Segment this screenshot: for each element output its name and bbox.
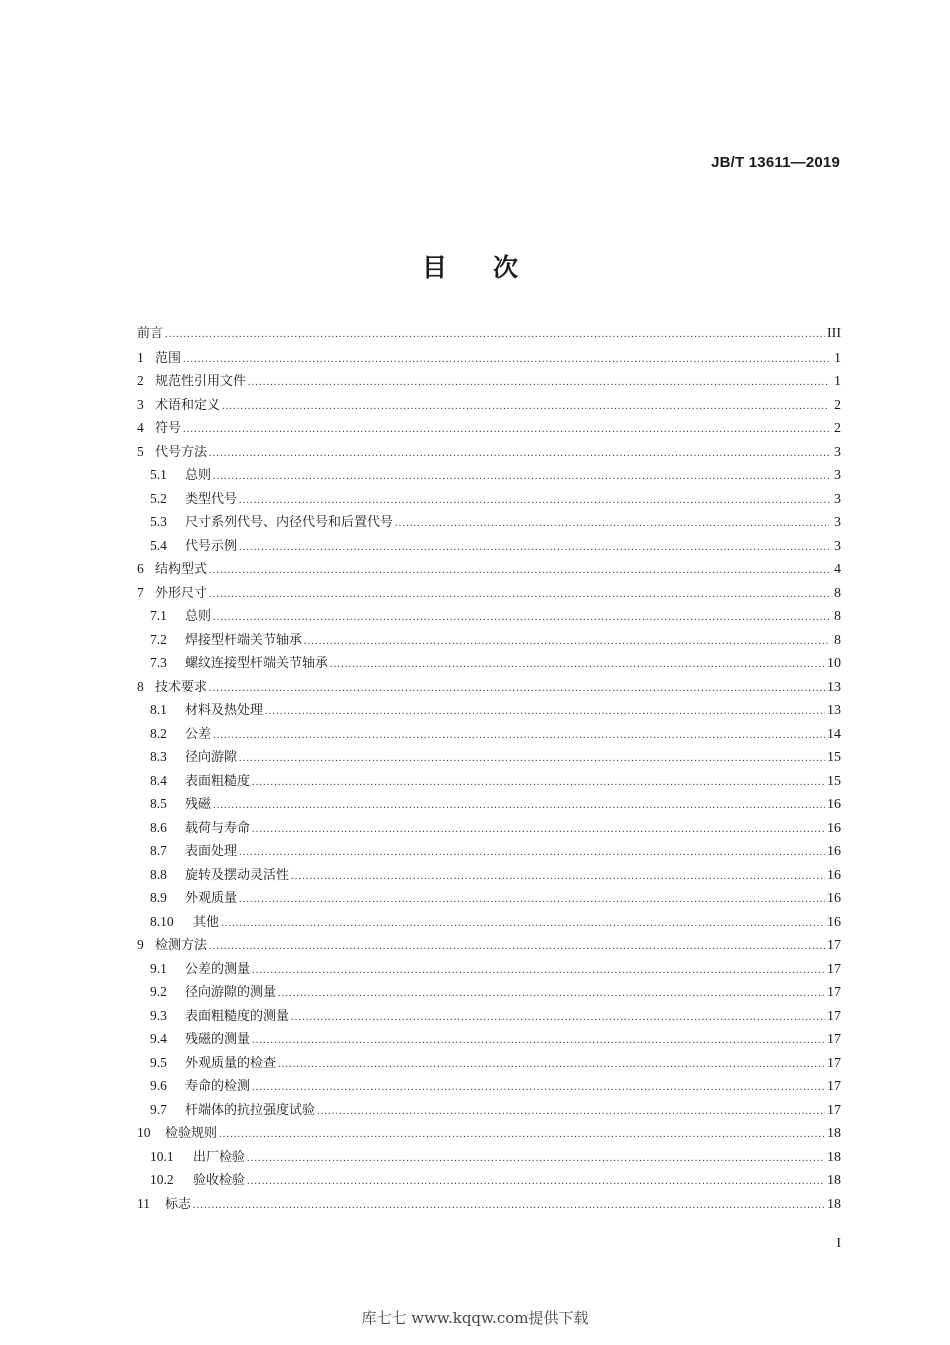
toc-leader-dots (252, 1076, 825, 1100)
toc-entry-page: 18 (827, 1126, 841, 1141)
toc-entry[interactable] (137, 722, 841, 746)
toc-entry-label: 杆端体的抗拉强度试验 (185, 1102, 316, 1118)
toc-leader-dots (209, 677, 825, 701)
toc-leader-dots (317, 1100, 825, 1124)
toc-entry-number: 9.7 (150, 1101, 167, 1117)
toc-entry-label: 表面粗糙度的测量 (185, 1008, 290, 1024)
toc-entry-label: 旋转及摆动灵活性 (185, 867, 290, 883)
toc-leader-dots (209, 559, 829, 583)
toc-entry-number: 8.7 (150, 843, 167, 858)
toc-entry-number: 9.2 (150, 984, 167, 999)
toc-entry-label: 标志 (165, 1196, 192, 1212)
toc-entry[interactable] (137, 910, 841, 934)
toc-leader-dots (209, 583, 829, 607)
toc-entry[interactable] (137, 1145, 841, 1169)
toc-entry[interactable] (137, 792, 841, 816)
table-of-contents (137, 322, 841, 1215)
toc-leader-dots (252, 818, 825, 842)
toc-entry-number: 9.4 (150, 1031, 167, 1046)
toc-entry-label: 技术要求 (155, 679, 208, 695)
toc-entry-label: 残磁的测量 (185, 1032, 251, 1047)
toc-entry-page: 17 (827, 1055, 841, 1071)
toc-entry-number: 6 (137, 561, 144, 576)
toc-entry[interactable] (137, 1074, 841, 1098)
toc-entry-page: 3 (834, 538, 841, 554)
toc-entry-number: 8.3 (150, 749, 167, 764)
toc-entry-number: 1 (137, 349, 144, 365)
toc-entry-label: 总则 (185, 609, 212, 624)
toc-leader-dots (165, 323, 825, 347)
toc-entry-page: 18 (827, 1149, 841, 1165)
toc-leader-dots (304, 630, 829, 654)
toc-leader-dots (213, 606, 829, 630)
toc-entry-label: 前言 (137, 326, 164, 341)
toc-entry-number: 9.1 (150, 960, 167, 976)
toc-entry[interactable] (137, 651, 841, 675)
toc-entry-label: 外观质量 (185, 891, 238, 906)
toc-entry-number: 8.5 (150, 796, 167, 811)
toc-leader-dots (252, 1029, 825, 1053)
toc-entry[interactable] (137, 816, 841, 840)
toc-entry-page: 13 (827, 679, 841, 695)
toc-entry-label: 表面粗糙度 (185, 773, 251, 789)
toc-entry-number: 8.8 (150, 866, 167, 882)
toc-entry-label: 符号 (155, 421, 182, 436)
toc-entry-page: 10 (827, 656, 841, 671)
toc-entry-page: 2 (834, 397, 841, 413)
toc-entry-page: 1 (834, 374, 841, 389)
toc-entry-page: 17 (827, 938, 841, 953)
toc-entry-page: 17 (827, 985, 841, 1000)
toc-entry-number: 7 (137, 584, 144, 600)
toc-entry-label: 类型代号 (185, 491, 238, 507)
toc-entry-label: 螺纹连接型杆端关节轴承 (185, 656, 329, 671)
toc-entry-number: 8.9 (150, 890, 167, 905)
toc-entry-number: 9 (137, 937, 144, 952)
standard-code: JB/T 13611—2019 (711, 154, 840, 171)
toc-leader-dots (221, 912, 825, 936)
toc-entry-label: 验收检验 (193, 1173, 246, 1188)
toc-leader-dots (183, 418, 829, 442)
toc-entry-page: 14 (827, 726, 841, 742)
toc-entry-page: 15 (827, 773, 841, 789)
toc-entry-label: 残磁 (185, 797, 212, 812)
toc-entry-page: 16 (827, 820, 841, 836)
toc-entry[interactable] (137, 346, 841, 370)
toc-entry-label: 术语和定义 (155, 397, 221, 413)
toc-entry[interactable] (137, 322, 841, 346)
toc-entry-page: 13 (827, 703, 841, 718)
toc-entry-label: 出厂检验 (193, 1149, 246, 1165)
toc-entry-number: 10.1 (150, 1148, 174, 1164)
toc-entry-number: 8.4 (150, 772, 167, 788)
toc-entry-label: 尺寸系列代号、内径代号和后置代号 (185, 515, 394, 530)
toc-entry[interactable] (137, 581, 841, 605)
toc-entry-page: 3 (834, 468, 841, 483)
toc-entry-number: 9.3 (150, 1007, 167, 1023)
toc-entry-page: 8 (834, 609, 841, 624)
toc-leader-dots (248, 371, 829, 395)
toc-entry-label: 其他 (193, 914, 220, 930)
toc-entry-label: 寿命的检测 (185, 1079, 251, 1094)
toc-entry-page: 16 (827, 891, 841, 906)
toc-leader-dots (247, 1170, 825, 1194)
toc-entry-number: 7.1 (150, 608, 167, 623)
toc-entry-number: 9.5 (150, 1054, 167, 1070)
toc-entry-page: 17 (827, 1008, 841, 1024)
toc-entry[interactable] (137, 1004, 841, 1028)
toc-entry[interactable] (137, 369, 841, 393)
toc-entry-number: 8.1 (150, 702, 167, 717)
toc-entry[interactable] (137, 1192, 841, 1216)
toc-entry-page: 3 (834, 515, 841, 530)
toc-entry-label: 表面处理 (185, 844, 238, 859)
toc-entry-label: 范围 (155, 350, 182, 366)
toc-entry[interactable] (137, 769, 841, 793)
toc-entry-number: 4 (137, 420, 144, 435)
toc-entry-number: 5.2 (150, 490, 167, 506)
toc-entry[interactable] (137, 604, 841, 628)
toc-entry-label: 径向游隙的测量 (185, 985, 277, 1000)
toc-leader-dots (247, 1147, 825, 1171)
toc-leader-dots (183, 348, 829, 372)
toc-entry[interactable] (137, 510, 841, 534)
page-title: 目次 (421, 253, 564, 282)
toc-leader-dots (278, 1053, 825, 1077)
toc-entry-label: 规范性引用文件 (155, 374, 247, 389)
toc-entry-number: 8.10 (150, 913, 174, 929)
toc-entry-number: 2 (137, 373, 144, 388)
toc-entry-page: 3 (834, 491, 841, 507)
toc-entry-label: 代号示例 (185, 538, 238, 554)
toc-entry[interactable] (137, 1098, 841, 1122)
toc-entry-page: 16 (827, 844, 841, 859)
toc-entry-number: 8.2 (150, 725, 167, 741)
toc-entry[interactable] (137, 557, 841, 581)
toc-entry-number: 10.2 (150, 1172, 174, 1187)
toc-leader-dots (239, 536, 829, 560)
toc-leader-dots (252, 771, 825, 795)
toc-entry-label: 公差 (185, 726, 212, 742)
toc-leader-dots (213, 465, 829, 489)
toc-entry[interactable] (137, 863, 841, 887)
toc-entry[interactable] (137, 980, 841, 1004)
toc-entry[interactable] (137, 487, 841, 511)
toc-entry-number: 5.1 (150, 467, 167, 482)
toc-entry-page: 17 (827, 1079, 841, 1094)
toc-entry[interactable] (137, 957, 841, 981)
toc-leader-dots (219, 1123, 825, 1147)
toc-entry-page: 18 (827, 1173, 841, 1188)
toc-leader-dots (265, 700, 825, 724)
toc-entry-number: 8 (137, 678, 144, 694)
toc-leader-dots (239, 841, 825, 865)
toc-entry-label: 外形尺寸 (155, 585, 208, 601)
toc-entry[interactable] (137, 886, 841, 910)
toc-leader-dots (213, 794, 825, 818)
toc-entry-number: 9.6 (150, 1078, 167, 1093)
toc-entry-label: 公差的测量 (185, 961, 251, 977)
toc-entry[interactable] (137, 698, 841, 722)
toc-entry-page: 16 (827, 797, 841, 812)
toc-entry[interactable] (137, 463, 841, 487)
toc-entry-number: 7.2 (150, 631, 167, 647)
toc-entry-label: 结构型式 (155, 562, 208, 577)
toc-entry-page: 17 (827, 1102, 841, 1118)
toc-entry-number: 7.3 (150, 655, 167, 670)
toc-entry[interactable] (137, 933, 841, 957)
toc-entry[interactable] (137, 1027, 841, 1051)
toc-entry-page: III (827, 326, 841, 341)
toc-entry-page: 4 (834, 562, 841, 577)
toc-entry-number: 5 (137, 443, 144, 459)
toc-entry[interactable] (137, 628, 841, 652)
toc-entry-number: 3 (137, 396, 144, 412)
toc-entry[interactable] (137, 745, 841, 769)
toc-entry-label: 总则 (185, 468, 212, 483)
toc-leader-dots (239, 489, 829, 513)
toc-entry[interactable] (137, 440, 841, 464)
toc-leader-dots (252, 959, 825, 983)
toc-entry[interactable] (137, 839, 841, 863)
toc-entry-number: 5.4 (150, 537, 167, 553)
toc-entry[interactable] (137, 416, 841, 440)
toc-entry-label: 外观质量的检查 (185, 1055, 277, 1071)
toc-entry-label: 焊接型杆端关节轴承 (185, 632, 303, 648)
page-number: I (836, 1236, 841, 1251)
toc-entry-number: 11 (137, 1195, 150, 1211)
toc-leader-dots (213, 724, 825, 748)
toc-leader-dots (239, 747, 825, 771)
toc-leader-dots (222, 395, 829, 419)
toc-entry[interactable] (137, 1121, 841, 1145)
toc-entry[interactable] (137, 1168, 841, 1192)
toc-entry-page: 1 (834, 350, 841, 366)
toc-leader-dots (239, 888, 825, 912)
toc-entry[interactable] (137, 1051, 841, 1075)
toc-entry[interactable] (137, 675, 841, 699)
toc-entry-page: 2 (834, 421, 841, 436)
toc-leader-dots (291, 865, 825, 889)
toc-entry-number: 10 (137, 1125, 151, 1140)
toc-leader-dots (209, 442, 829, 466)
toc-leader-dots (291, 1006, 825, 1030)
toc-entry-label: 材料及热处理 (185, 703, 264, 718)
toc-leader-dots (395, 512, 829, 536)
toc-leader-dots (209, 935, 825, 959)
toc-entry-page: 8 (834, 632, 841, 648)
toc-entry-label: 检验规则 (165, 1126, 218, 1141)
toc-entry-page: 16 (827, 914, 841, 930)
toc-entry[interactable] (137, 393, 841, 417)
toc-entry-label: 径向游隙 (185, 750, 238, 765)
toc-leader-dots (330, 653, 825, 677)
watermark-text: 库七七 www.kqqw.com提供下载 (361, 1309, 589, 1327)
toc-leader-dots (278, 982, 825, 1006)
toc-entry-number: 8.6 (150, 819, 167, 835)
toc-entry[interactable] (137, 534, 841, 558)
toc-leader-dots (193, 1194, 825, 1218)
toc-entry-page: 3 (834, 444, 841, 460)
toc-entry-page: 18 (827, 1196, 841, 1212)
toc-entry-page: 8 (834, 585, 841, 601)
toc-entry-label: 检测方法 (155, 938, 208, 953)
toc-entry-label: 代号方法 (155, 444, 208, 460)
toc-entry-page: 15 (827, 750, 841, 765)
toc-entry-page: 17 (827, 1032, 841, 1047)
toc-entry-page: 17 (827, 961, 841, 977)
toc-entry-number: 5.3 (150, 514, 167, 529)
toc-entry-page: 16 (827, 867, 841, 883)
toc-entry-label: 载荷与寿命 (185, 820, 251, 836)
